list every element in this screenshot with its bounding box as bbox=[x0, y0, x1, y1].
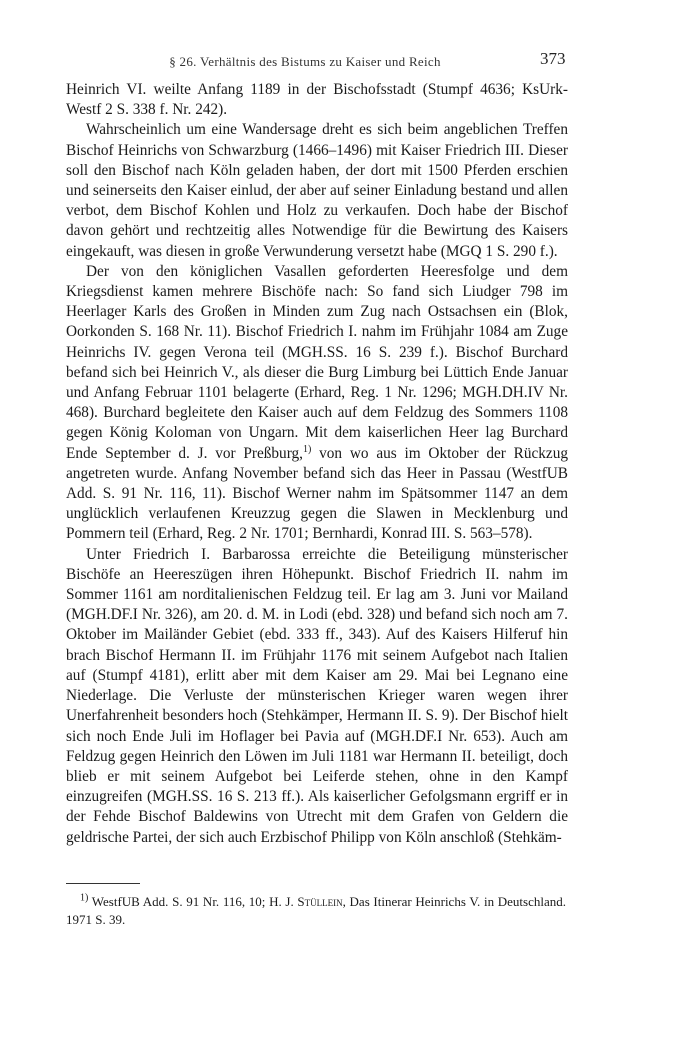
paragraph-3-tail: von wo aus im Oktober der Rückzug angetreten wurde. Anfang November befand sich das Heer in Passau (WestfUB Add. S. 91 Nr. 116, 11). Bischof Werner nahm im Spätsommer 1147 an dem unglücklich verlaufenen Kreuzzug gegen die Slawen in Mecklenburg und Pommern teil (Erhard, Reg. 2 Nr. 1701; Bernhardi, Konrad III. S. 563–578). bbox=[66, 444, 568, 543]
running-title: § 26. Verhältnis des Bistums zu Kaiser und Reich bbox=[169, 54, 441, 69]
paragraph-3-text: Der von den königlichen Vasallen geforderten Heeresfolge und dem Kriegsdienst kamen mehrere Bischöfe nach: So fand sich Liudger 798 im Heerlager Karls des Großen in Minden zum Zug nach Ostsachsen ein (Blok, Oorkonden S. 168 Nr. 11). Bischof Friedrich I. nahm im Frühjahr 1084 am Zuge Heinrichs IV. gegen Verona teil (MGH.SS. 16 S. 239 f.). Bischof Burchard befand sich bei Heinrich V., als dieser die Burg Limburg bei Lüttich Ende Januar und Anfang Februar 1101 belagerte (Erhard, Reg. 1 Nr. 1296; MGH.DH.IV Nr. 468). Burchard begleitete den Kaiser auch auf dem Feldzug des Sommers 1108 gegen König Koloman von Ungarn. Mit dem kaiserlichen Heer lag Burchard Ende September d. J. vor Preßburg, bbox=[66, 262, 568, 462]
footnote-text-after-author: , Das Itinerar Heinrichs V. in Deutschland. 1971 S. 39. bbox=[66, 894, 566, 927]
paragraph-1: Heinrich VI. weilte Anfang 1189 in der Bischofsstadt (Stumpf 4636; KsUrk-Westf 2 S. 338 f. Nr. 242). bbox=[66, 81, 568, 119]
footnote-text-before-author: WestfUB Add. S. 91 Nr. 116, 10; H. J. bbox=[88, 894, 298, 909]
footnote-divider bbox=[66, 883, 140, 884]
footnote-marker: 1) bbox=[80, 892, 89, 904]
footnote-reference[interactable]: 1) bbox=[303, 443, 312, 455]
footnote bbox=[66, 893, 566, 929]
footnote-author: Stüllein bbox=[297, 894, 343, 909]
paragraph-4: Unter Friedrich I. Barbarossa erreichte die Beteiligung münsterischer Bischöfe an Heereszügen ihren Höhepunkt. Bischof Friedrich II. nahm im Sommer 1161 am norditalienischen Feldzug teil. Er lag am 3. Juni vor Mailand (MGH.DF.I Nr. 326), am 20. d. M. in Lodi (ebd. 328) und befand sich noch am 7. Oktober im Mailänder Gebiet (ebd. 333 ff., 343). Auf des Kaisers Hilferuf hin brach Bischof Hermann II. im Frühjahr 1176 mit seinem Aufgebot nach Italien auf (Stumpf 4181), erlitt aber mit dem Kaiser am 29. Mai bei Legnano eine Niederlage. Die Verluste der münsterischen Krieger waren wegen ihrer Unerfahrenheit besonders hoch (Stehkämper, Hermann II. S. 9). Der Bischof hielt sich noch Ende Juli im Hoflager bei Pavia auf (MGH.DF.I Nr. 653). Auch am Feldzug gegen Heinrich den Löwen im Juli 1181 war Hermann II. beteiligt, doch blieb er mit seinem Aufgebot bei Leiferde stehen, ohne in den Kampf einzugreifen (MGH.SS. 16 S. 213 ff.). Als kaiserlicher Gefolgsmann ergriff er in der Fehde Bischof Baldewins von Utrecht mit dem Grafen von Geldern die geldrische Partei, der sich auch Erzbischof Philipp von Köln anschloß (Stehkäm- bbox=[66, 545, 568, 846]
paragraph-2: Wahrscheinlich um eine Wandersage dreht es sich beim angeblichen Treffen Bischof Heinrichs von Schwarzburg (1466–1496) mit Kaiser Friedrich III. Dieser soll den Bischof nach Köln geladen haben, der dort mit 1500 Pferden erschien und seinerseits den Kaiser einlud, der aber auf seiner Einladung bestand und allen verbot, dem Bischof Kohlen und Holz zu verkaufen. Doch habe der Bischof davon gehört und rechtzeitig alles Notwendige für die Bewirtung des Kaisers eingekauft, was diesen in große Verwunderung versetzt habe (MGQ 1 S. 290 f.). bbox=[66, 121, 568, 260]
body-text bbox=[66, 80, 568, 848]
paragraph-3 bbox=[66, 262, 568, 545]
page-number: 373 bbox=[540, 49, 566, 68]
